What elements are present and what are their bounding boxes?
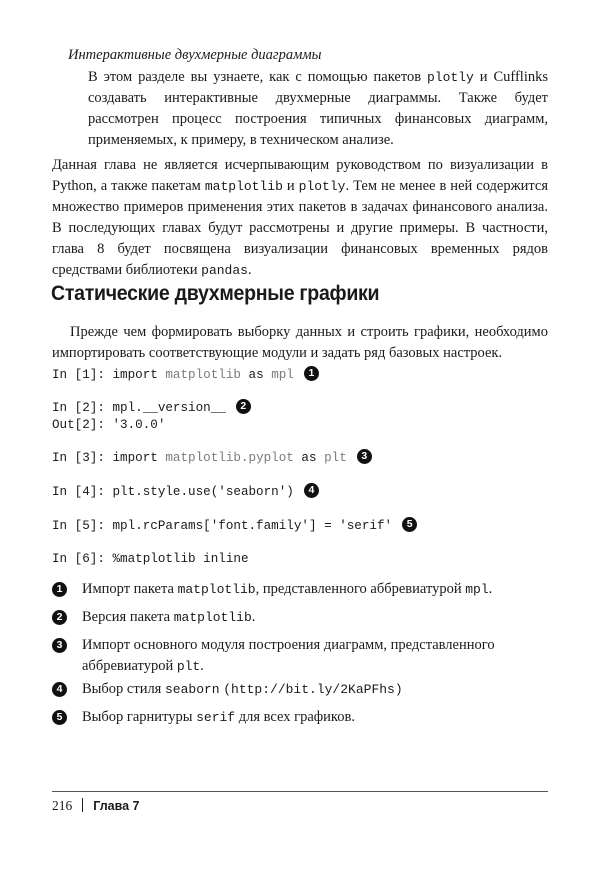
code-line xyxy=(52,551,249,567)
definition-text: и Cufflinks создавать интерактивные двухмерные диаграммы. Также будет рассмотрен процесс построения типичных финансовых диаграмм, применяемых, к примеру, в техническом анализе. xyxy=(88,69,548,148)
annotation-text-part: . xyxy=(488,581,493,597)
inline-code: pandas xyxy=(201,263,248,278)
code-text: %matplotlib inline xyxy=(112,552,249,566)
inline-code: matplotlib xyxy=(204,179,283,194)
annotation-text-part: Выбор гарнитуры xyxy=(82,709,197,725)
callout-marker: 3 xyxy=(357,449,372,464)
annotation-text-part: Версия пакета xyxy=(82,609,174,625)
body-paragraph xyxy=(52,155,548,281)
inline-code: (http://bit.ly/2KaPFhs) xyxy=(223,682,403,697)
code-prompt: In [5]: xyxy=(52,519,113,533)
annotation-text xyxy=(82,679,548,700)
annotation-item xyxy=(52,679,548,700)
annotation-item xyxy=(52,635,548,677)
annotation-text-part: Импорт основного модуля построения диаграмм, представленного аббревиатурой xyxy=(82,637,495,674)
paragraph-text: . xyxy=(247,262,252,278)
inline-code: plotly xyxy=(298,179,346,194)
code-keyword: as xyxy=(240,368,272,382)
inline-code: serif xyxy=(196,710,236,725)
callout-marker: 2 xyxy=(236,399,251,414)
annotation-text-part: для всех графиков. xyxy=(235,709,355,725)
callout-marker: 5 xyxy=(52,710,67,725)
annotation-text-part: Выбор стиля xyxy=(82,681,165,697)
page-footer xyxy=(52,798,140,814)
code-text: mpl.__version__ xyxy=(112,401,226,415)
inline-code: mpl xyxy=(465,582,489,597)
code-prompt: In [6]: xyxy=(52,552,113,566)
code-prompt: In [1]: xyxy=(52,368,113,382)
footer-divider xyxy=(52,791,548,792)
callout-marker: 1 xyxy=(304,366,319,381)
code-text: '3.0.0' xyxy=(112,418,166,432)
inline-code: plotly xyxy=(427,70,474,85)
code-keyword: as xyxy=(293,451,325,465)
code-keyword: import xyxy=(112,368,166,382)
annotation-item xyxy=(52,607,548,628)
callout-marker: 3 xyxy=(52,638,67,653)
code-module: matplotlib xyxy=(165,368,241,382)
paragraph-text: Данная глава не является исчерпывающим руководством по визуализации в Python, а также пакетам xyxy=(52,157,548,194)
code-text: plt.style.use('seaborn') xyxy=(112,485,294,499)
inline-code: matplotlib xyxy=(173,610,252,625)
callout-marker: 5 xyxy=(402,517,417,532)
page-number: 216 xyxy=(52,798,73,813)
code-line xyxy=(52,417,165,433)
paragraph-text: . Тем не менее в ней содержится множество примеров применения этих пакетов в задачах финансового анализа. В последующих главах будут рассмотрены и другие примеры. В частности, глава 8 будет посвящена визуализации финансовых временных рядов средствами библиотеки xyxy=(52,178,548,278)
code-alias: plt xyxy=(324,451,347,465)
callout-marker: 1 xyxy=(52,582,67,597)
code-line xyxy=(52,400,251,416)
section-intro: Прежде чем формировать выборку данных и строить графики, необходимо импортировать соответствующие модули и задать ряд базовых настроек. xyxy=(52,324,548,361)
definition-term: Интерактивные двухмерные диаграммы xyxy=(68,47,322,63)
annotation-item xyxy=(52,707,548,728)
section-heading: Статические двухмерные графики xyxy=(51,282,380,305)
annotation-text xyxy=(82,579,548,600)
code-line xyxy=(52,484,319,500)
annotation-text xyxy=(82,635,548,677)
inline-code: matplotlib xyxy=(177,582,256,597)
code-prompt: In [2]: xyxy=(52,401,113,415)
code-prompt: Out[2]: xyxy=(52,418,113,432)
callout-marker: 2 xyxy=(52,610,67,625)
code-prompt: In [3]: xyxy=(52,451,113,465)
definition-body xyxy=(88,67,548,151)
annotation-item xyxy=(52,579,548,600)
callout-marker: 4 xyxy=(304,483,319,498)
code-keyword: import xyxy=(112,451,166,465)
code-alias: mpl xyxy=(271,368,294,382)
annotation-text xyxy=(82,607,548,628)
annotation-text-part: , представленного аббревиатурой xyxy=(255,581,466,597)
callout-marker: 4 xyxy=(52,682,67,697)
code-line xyxy=(52,518,417,534)
code-line xyxy=(52,450,372,466)
inline-code: plt xyxy=(176,659,201,674)
code-text: mpl.rcParams['font.family'] = 'serif' xyxy=(112,519,393,533)
annotation-text-part: . xyxy=(200,658,204,674)
code-module: matplotlib.pyplot xyxy=(165,451,294,465)
code-line xyxy=(52,367,319,383)
chapter-label: Глава 7 xyxy=(93,799,140,813)
code-prompt: In [4]: xyxy=(52,485,113,499)
annotation-text xyxy=(82,707,548,728)
definition-text: В этом разделе вы узнаете, как с помощью пакетов xyxy=(88,69,428,85)
paragraph-text: и xyxy=(282,178,299,194)
annotation-text-part: Импорт пакета xyxy=(82,581,178,597)
footer-separator xyxy=(82,798,83,812)
inline-code: seaborn xyxy=(164,682,220,697)
annotation-text-part: . xyxy=(251,609,256,625)
